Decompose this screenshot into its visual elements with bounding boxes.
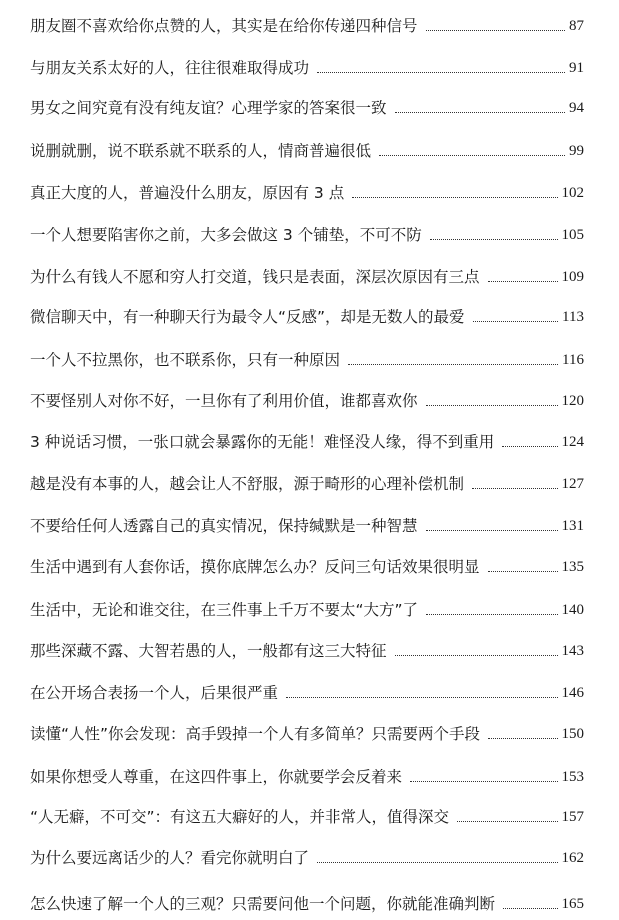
toc-entry-title: 一个人想要陷害你之前，大多会做这 3 个铺垫，不可不防	[30, 226, 422, 244]
toc-entry-page: 143	[561, 643, 584, 659]
toc-entry[interactable]	[30, 506, 584, 536]
toc-entry[interactable]	[30, 340, 584, 370]
toc-entry-page: 109	[561, 269, 584, 285]
toc-leader-dots	[472, 488, 557, 489]
toc-entry-title: 生活中，无论和谁交往，在三件事上千万不要太“大方”了	[30, 601, 419, 619]
toc-leader-dots	[473, 321, 558, 322]
toc-entry[interactable]	[30, 6, 584, 36]
toc-entry[interactable]	[30, 464, 584, 494]
toc-leader-dots	[395, 655, 558, 656]
toc-entry[interactable]	[30, 173, 584, 203]
toc-entry[interactable]	[30, 714, 584, 744]
toc-entry-page: 150	[561, 726, 584, 742]
toc-entry[interactable]	[30, 673, 584, 703]
toc-leader-dots	[426, 405, 558, 406]
toc-entry-page: 153	[561, 769, 584, 785]
toc-entry-title: 一个人不拉黑你，也不联系你，只有一种原因	[30, 351, 341, 369]
toc-entry-page: 140	[561, 602, 584, 618]
toc-entry[interactable]	[30, 547, 584, 577]
toc-entry[interactable]	[30, 297, 584, 327]
toc-entry-title: 朋友圈不喜欢给你点赞的人，其实是在给你传递四种信号	[30, 17, 418, 35]
toc-entry-page: 131	[561, 518, 584, 534]
toc-entry[interactable]	[30, 48, 584, 78]
toc-leader-dots	[317, 862, 557, 863]
toc-entry-title: 3 种说话习惯，一张口就会暴露你的无能！难怪没人缘，得不到重用	[30, 433, 495, 451]
toc-leader-dots	[426, 530, 558, 531]
toc-entry-page: 94	[569, 100, 584, 116]
toc-entry-title: 读懂“人性”你会发现：高手毁掉一个人有多简单？只需要两个手段	[30, 725, 481, 743]
toc-entry-page: 165	[561, 896, 584, 912]
toc-entry[interactable]	[30, 884, 584, 914]
toc-leader-dots	[379, 155, 565, 156]
toc-leader-dots	[503, 908, 557, 909]
toc-entry-page: 162	[561, 850, 584, 866]
toc-entry[interactable]	[30, 590, 584, 620]
toc-entry-title: 越是没有本事的人，越会让人不舒服，源于畸形的心理补偿机制	[30, 475, 465, 493]
toc-entry-title: 说删就删，说不联系就不联系的人，情商普遍很低	[30, 142, 372, 160]
toc-entry[interactable]	[30, 131, 584, 161]
toc-entry-title: 为什么要远离话少的人？看完你就明白了	[30, 849, 310, 867]
toc-leader-dots	[395, 112, 565, 113]
toc-entry-title: 那些深藏不露、大智若愚的人，一般都有这三大特征	[30, 642, 387, 660]
toc-entry-page: 102	[561, 185, 584, 201]
toc-entry[interactable]	[30, 422, 584, 452]
toc-entry-page: 127	[561, 476, 584, 492]
toc-leader-dots	[426, 614, 557, 615]
toc-entry-title: “人无癖，不可交”：有这五大癖好的人，并非常人，值得深交	[30, 808, 450, 826]
toc-entry-page: 116	[562, 352, 584, 368]
toc-leader-dots	[457, 821, 557, 822]
toc-entry-page: 135	[561, 559, 584, 575]
toc-entry-page: 157	[561, 809, 584, 825]
toc-entry-title: 男女之间究竟有没有纯友谊？心理学家的答案很一致	[30, 99, 387, 117]
toc-leader-dots	[430, 239, 558, 240]
toc-entry-title: 在公开场合表扬一个人，后果很严重	[30, 684, 279, 702]
toc-leader-dots	[426, 30, 565, 31]
toc-leader-dots	[410, 781, 557, 782]
toc-entry[interactable]	[30, 381, 584, 411]
toc-entry-page: 113	[562, 309, 584, 325]
toc-entry-title: 不要怪别人对你不好，一旦你有了利用价值，谁都喜欢你	[30, 392, 418, 410]
toc-leader-dots	[488, 738, 557, 739]
toc-entry[interactable]	[30, 631, 584, 661]
toc-entry[interactable]	[30, 838, 584, 868]
toc-entry-title: 不要给任何人透露自己的真实情况，保持缄默是一种智慧	[30, 517, 418, 535]
toc-entry-page: 91	[569, 60, 584, 76]
toc-leader-dots	[352, 197, 557, 198]
toc-entry-page: 105	[561, 227, 584, 243]
toc-entry-page: 120	[561, 393, 584, 409]
toc-entry[interactable]	[30, 215, 584, 245]
toc-leader-dots	[348, 364, 558, 365]
toc-entry-page: 146	[561, 685, 584, 701]
toc-entry-title: 微信聊天中，有一种聊天行为最令人“反感”，却是无数人的最爱	[30, 308, 465, 326]
toc-entry-title: 生活中遇到有人套你话，摸你底牌怎么办？反问三句话效果很明显	[30, 558, 480, 576]
toc-entry[interactable]	[30, 88, 584, 118]
toc-entry-title: 与朋友关系太好的人，往往很难取得成功	[30, 59, 310, 77]
toc-entry-title: 为什么有钱人不愿和穷人打交道，钱只是表面，深层次原因有三点	[30, 268, 480, 286]
toc-leader-dots	[502, 446, 557, 447]
toc-entry[interactable]	[30, 257, 584, 287]
toc-entry-title: 如果你想受人尊重，在这四件事上，你就要学会反着来	[30, 768, 403, 786]
toc-entry-page: 99	[569, 143, 584, 159]
toc-entry-page: 87	[569, 18, 584, 34]
toc-entry[interactable]	[30, 757, 584, 787]
toc-leader-dots	[286, 697, 557, 698]
toc-leader-dots	[488, 571, 558, 572]
toc-leader-dots	[488, 281, 558, 282]
toc-entry-title: 真正大度的人，普遍没什么朋友，原因有 3 点	[30, 184, 345, 202]
toc-entry-page: 124	[561, 434, 584, 450]
toc-entry-title: 怎么快速了解一个人的三观？只需要问他一个问题，你就能准确判断	[30, 895, 496, 913]
toc-leader-dots	[317, 72, 565, 73]
toc-entry[interactable]	[30, 797, 584, 827]
